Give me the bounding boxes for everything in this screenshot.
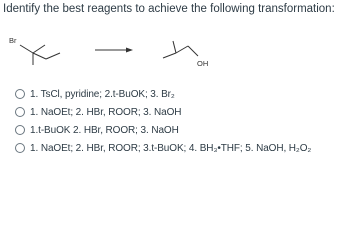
reaction-scheme <box>0 20 350 82</box>
answer-options <box>15 85 350 157</box>
answer-option-label: 1.t-BuOK 2. HBr, ROOR; 3. NaOH <box>30 124 179 136</box>
answer-option-label: 1. NaOEt; 2. HBr, ROOR; 3.t-BuOK; 4. BH₃•THF; 5. NaOH, H₂O₂ <box>30 142 312 154</box>
answer-option-1[interactable] <box>15 85 350 103</box>
product-oh-label: OH <box>197 59 209 68</box>
radio-button[interactable] <box>15 125 25 135</box>
reactant-br-label: Br <box>9 36 17 45</box>
reactant-structure <box>20 45 60 65</box>
answer-option-4[interactable] <box>15 139 350 157</box>
radio-button[interactable] <box>15 89 25 99</box>
reaction-arrow <box>95 48 133 53</box>
answer-option-label: 1. TsCl, pyridine; 2.t-BuOK; 3. Br₂ <box>30 88 175 100</box>
reaction-scheme-drawing <box>0 20 350 82</box>
answer-option-2[interactable] <box>15 103 350 121</box>
radio-button[interactable] <box>15 143 25 153</box>
radio-button[interactable] <box>15 107 25 117</box>
answer-option-3[interactable] <box>15 121 350 139</box>
product-structure <box>163 41 198 58</box>
question-prompt: Identify the best reagents to achieve the following transformation: <box>3 3 335 15</box>
answer-option-label: 1. NaOEt; 2. HBr, ROOR; 3. NaOH <box>30 106 182 118</box>
